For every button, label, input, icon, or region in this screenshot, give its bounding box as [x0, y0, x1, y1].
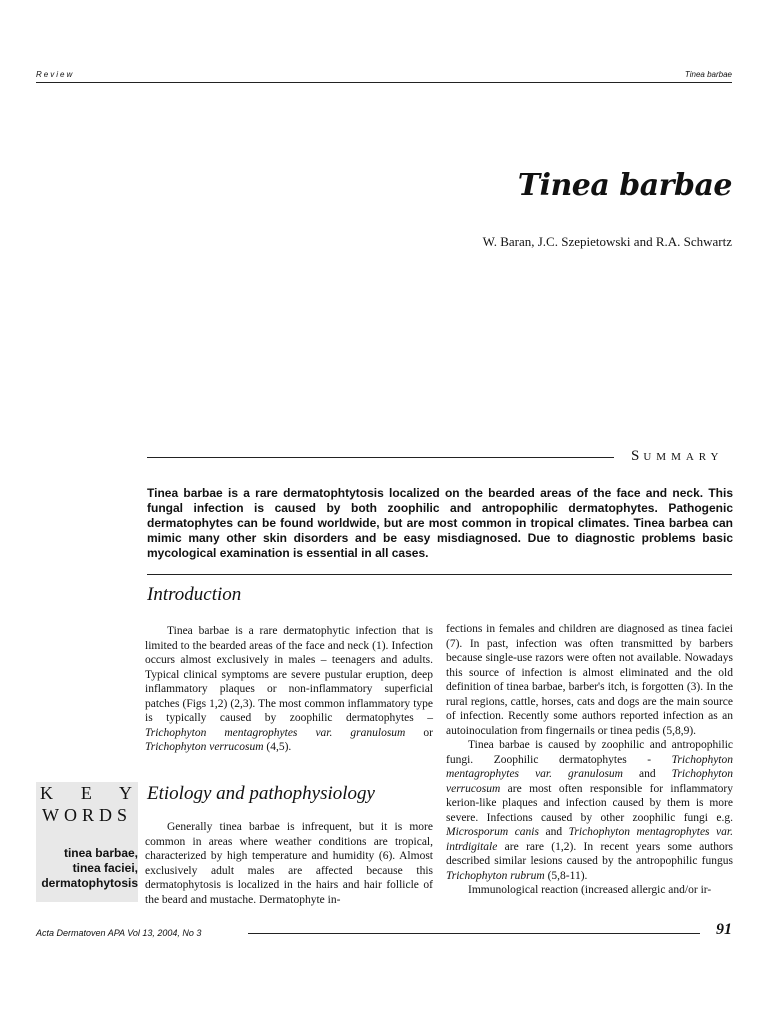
summary-heading: SUMMARY: [631, 448, 724, 464]
footer-rule: [248, 933, 700, 934]
article-title: Tinea barbae: [517, 168, 732, 203]
header-rule: [36, 82, 732, 83]
keyword-item: dermatophytosis: [41, 876, 138, 890]
footer-journal: Acta Dermatoven APA Vol 13, 2004, No 3: [36, 928, 202, 938]
article-authors: W. Baran, J.C. Szepietowski and R.A. Schwartz: [482, 234, 732, 249]
keywords-list: [36, 846, 138, 891]
heading-etiology: Etiology and pathophysiology: [147, 783, 375, 804]
keywords-heading: K E Y WORDS: [40, 783, 134, 825]
summary-text: Tinea barbae is a rare dermatophtytosis localized on the bearded areas of the face and neck. This fungal infection is caused by both zoophilic and antropophilic dermatophytes. Pathogenic dermatophytes can be found worldwide, but are most common in tropical climates. Tinea barbea can mimic many other skin disorders and be easy misdiagnosed. Due to diagnostic problems basic mycological examination is essential in all cases.: [147, 486, 733, 560]
heading-introduction: Introduction: [147, 584, 242, 605]
running-header-title: Tinea barbae: [684, 70, 732, 79]
summary-rule: [147, 457, 614, 458]
intro-column: [145, 624, 433, 755]
keyword-item: tinea faciei,: [72, 861, 138, 875]
keyword-item: tinea barbae,: [63, 846, 138, 860]
etiology-paragraph: Generally tinea barbae is infrequent, but it is more common in areas where weather conditions are tropical, characterized by high temperature and humidity (6). Almost exclusively adult males are affected because this dermatophytosis is localized in the hairs and hair follicle of the beard and mustache. Dermatophyte in-: [145, 821, 433, 906]
page-number: 91: [716, 921, 732, 938]
summary-bottom-rule: [147, 574, 732, 575]
intro-paragraph: Tinea barbae is a rare dermatophytic infection that is limited to the bearded areas of the face and neck (1). Infection occurs almost exclusively in males – teenagers and adults. Typical clinical symptoms are severe pustular eruption, deep inflammatory plaques or non-inflammatory superficial patches (Figs 1,2) (2,3). The most common inflammatory type is typically caused by zoophilic dermatophytes – Trichophyton mentagrophytes var. granulosum or Trichophyton verrucosum (4,5).: [145, 625, 433, 753]
right-paragraph-1: fections in females and children are diagnosed as tinea faciei (7). In past, infection was often transmitted by barbers because single-use razors were often not available. Nowadays this source of infection is almost eliminated and the old definition of tinea barbae, barber's itch, is forgotten (3). In the rural regions, cattle, horses, cats and dogs are the main source of infection. Recently some authors reported infection as an autoinoculation from fingernails or tinea pedis (5,8,9).: [446, 623, 733, 737]
right-paragraph-2: Tinea barbae is caused by zoophilic and antropophilic fungi. Zoophilic dermatophytes - Trichophyton mentagrophytes var. granulosum and Trichophyton verrucosum are most often responsible for inflammatory kerion-like plaques and infection caused by them is more severe. Infections caused by other zoophilic fungi e.g. Microsporum canis and Trichophyton mentagrophytes var. intrdigitale are rare (1,2). In recent years some authors described similar lesions caused by the antropophilic fungus Trichophyton rubrum (5,8-11).: [446, 739, 733, 882]
etiology-column: [145, 820, 433, 907]
running-header-section: Review: [36, 70, 75, 79]
right-paragraph-3: Immunological reaction (increased allergic and/or ir-: [468, 884, 712, 896]
right-column: [446, 622, 733, 898]
